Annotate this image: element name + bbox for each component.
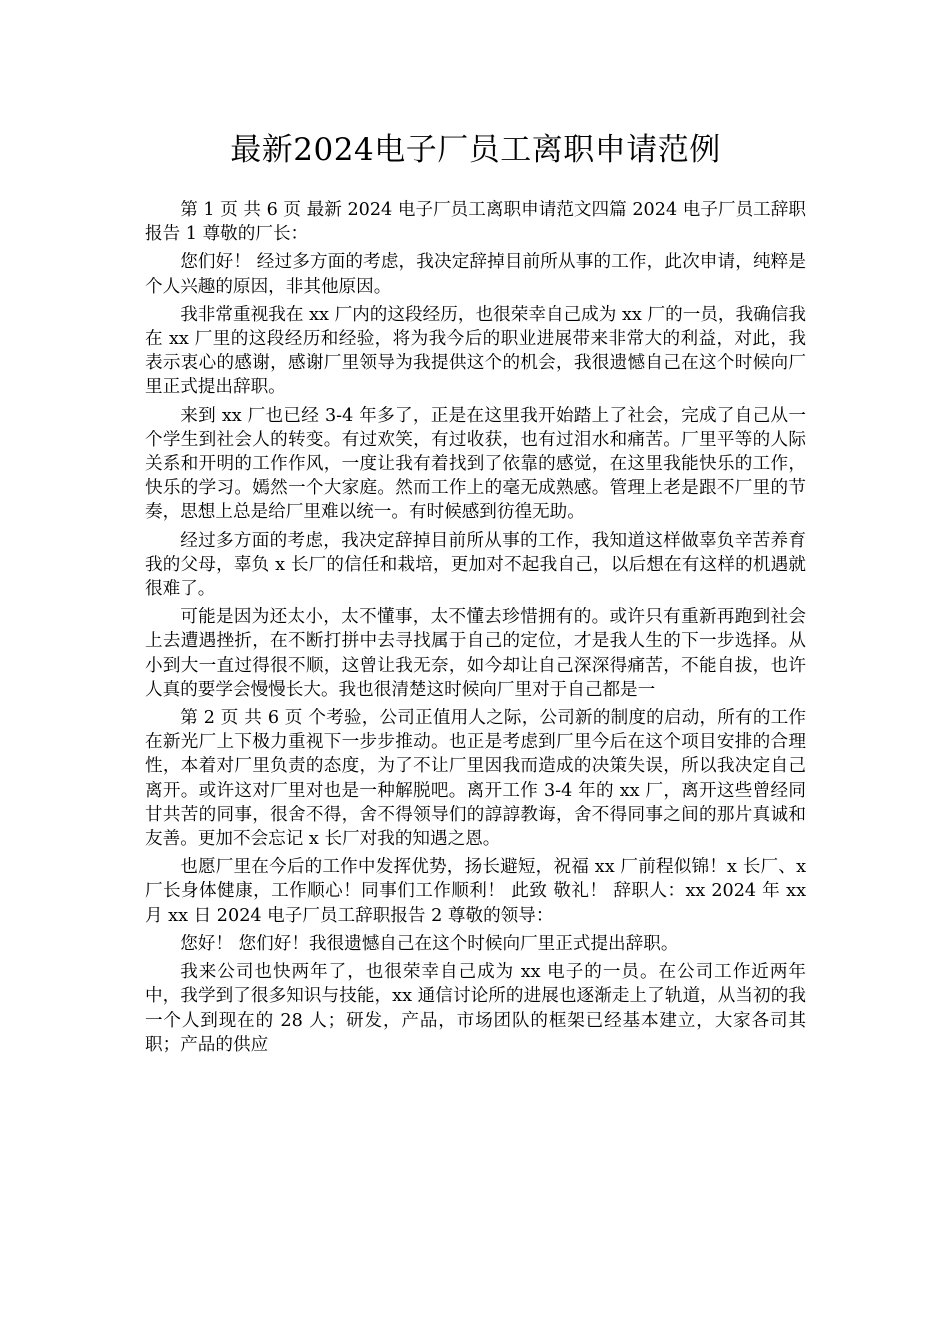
paragraph: 第 2 页 共 6 页 个考验，公司正值用人之际，公司新的制度的启动，所有的工作在新光厂上下极力重视下一步步推动。也正是考虑到厂里今后在这个项目安排的合理性，本着对厂里负责的态度，为了不让厂里因我而造成的决策失误，所以我决定自己离开。或许这对厂里对也是一种解脱吧。离开工作 3-4 年的 xx 厂，离开这些曾经同甘共苦的同事，很舍不得，舍不得领导们的諄諄教诲，舍不得同事之间的那片真诚和友善。更加不会忘记 x 长厂对我的知遇之恩。 [145, 708, 806, 850]
document-body [145, 198, 806, 1057]
paragraph: 您们好！ 经过多方面的考虑，我决定辞掉目前所从事的工作，此次申请，纯粹是个人兴趣的原因，非其他原因。 [145, 252, 806, 297]
document-page [145, 128, 806, 1061]
paragraph: 我非常重视我在 xx 厂内的这段经历，也很荣幸自己成为 xx 厂的一员，我确信我在 xx 厂里的这段经历和经验，将为我今后的职业进展带来非常大的利益，对此，我表示衷心的感谢，感谢厂里领导为我提供这个的机会，我很遗憾自己在这个时候向厂里正式提出辞职。 [145, 304, 806, 398]
paragraph: 您好！ 您们好！我很遗憾自己在这个时候向厂里正式提出辞职。 [180, 933, 679, 954]
paragraph: 也愿厂里在今后的工作中发挥优势，扬长避短，祝福 xx 厂前程似锦！x 长厂、x 厂长身体健康，工作顺心！同事们工作顺利！ 此致 敬礼！ 辞职人：xx 2024 年 xx 月 xx 日 2024 电子厂员工辞职报告 2 尊敬的领导： [145, 857, 806, 926]
paragraph: 来到 xx 厂也已经 3-4 年多了，正是在这里我开始踏上了社会，完成了自己从一个学生到社会人的转变。有过欢笑，有过收获，也有过泪水和痛苦。厂里平等的人际关系和开明的工作作风，一度让我有着找到了依靠的感觉，在这里我能快乐的工作，快乐的学习。嫣然一个大家庭。然而工作上的毫无成熟感。管理上老是跟不厂里的节奏，思想上总是给厂里难以统一。有时候感到彷徨无助。 [145, 405, 806, 523]
paragraph: 经过多方面的考虑，我决定辞掉目前所从事的工作，我知道这样做辜负辛苦养育我的父母，辜负 x 长厂的信任和栽培，更加对不起我自己，以后想在有这样的机遇就很难了。 [145, 530, 806, 600]
paragraph: 可能是因为还太小，太不懂事，太不懂去珍惜拥有的。或许只有重新再跑到社会上去遭遇挫折，在不断打拼中去寻找属于自己的定位，才是我人生的下一步选择。从小到大一直过得很不顺，这曾让我无奈，如今却让自己深深得痛苦，不能自拔，也许人真的要学会慢慢长大。我也很清楚这时候向厂里对于自己都是一 [145, 607, 806, 700]
paragraph: 我来公司也快两年了，也很荣幸自己成为 xx 电子的一员。在公司工作近两年中，我学到了很多知识与技能，xx 通信讨论所的进展也逐渐走上了轨道，从当初的我一个人到现在的 28 人；研发，产品，市场团队的框架已经基本建立，大家各司其职；产品的供应 [145, 962, 806, 1055]
paragraph: 第 1 页 共 6 页 最新 2024 电子厂员工离职申请范文四篇 2024 电子厂员工辞职报告 1 尊敬的厂长： [145, 200, 806, 245]
document-title: 最新2024电子厂员工离职申请范例 [230, 132, 721, 168]
